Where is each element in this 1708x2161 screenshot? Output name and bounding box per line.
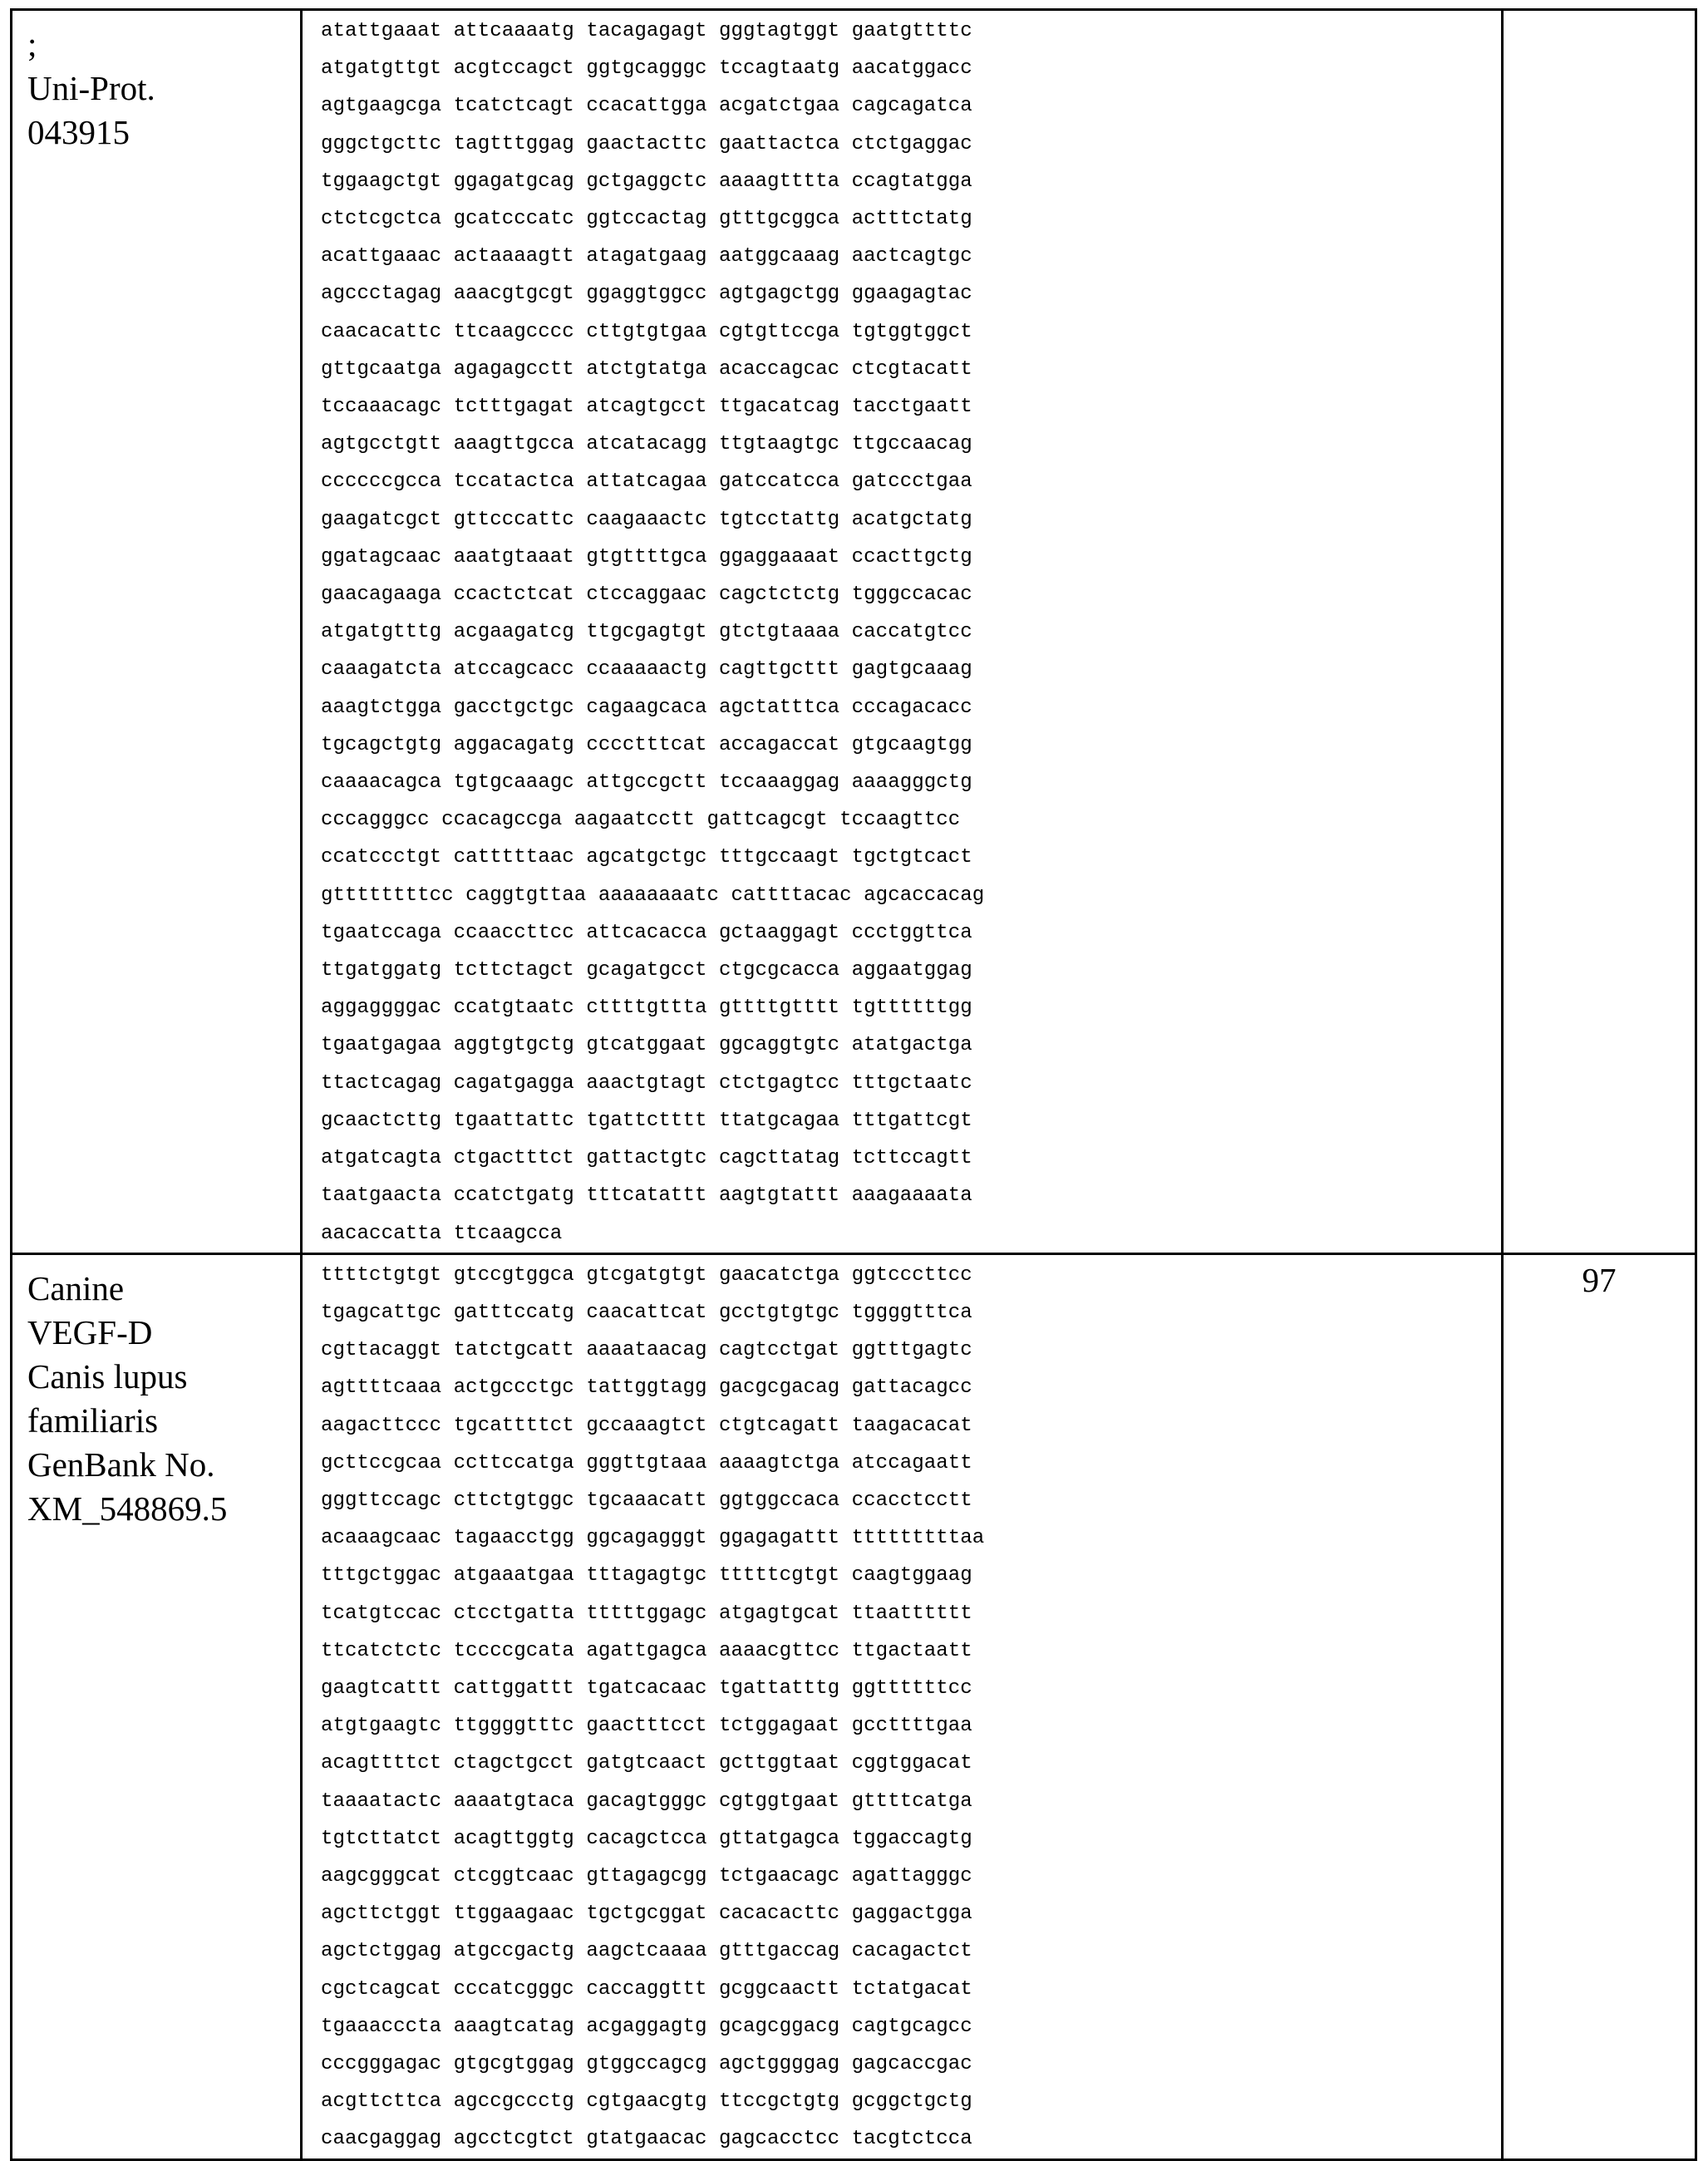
sequence-line: gaagtcattt cattggattt tgatcacaac tgattatttg ggttttttcc [321,1670,1501,1707]
sequence-line: caaaacagca tgtgcaaagc attgccgctt tccaaaggag aaaagggctg [321,764,1501,801]
sequence-line: tgtcttatct acagttggtg cacagctcca gttatgagca tggaccagtg [321,1820,1501,1858]
sequence-line: caaagatcta atccagcacc ccaaaaactg cagttgcttt gagtgcaaag [321,651,1501,688]
sequence-line: ttgatggatg tcttctagct gcagatgcct ctgcgcacca aggaatggag [321,952,1501,989]
sequence-line: aagcgggcat ctcggtcaac gttagagcgg tctgaacagc agattagggc [321,1858,1501,1895]
species-label-line: Canine [27,1267,292,1311]
sequence-line: tgaatccaga ccaaccttcc attcacacca gctaaggagt ccctggttca [321,914,1501,952]
sequence-line: agcttctggt ttggaagaac tgctgcggat cacacacttc gaggactgga [321,1895,1501,1932]
species-label-line: XM_548869.5 [27,1487,292,1531]
sequence-table [10,8,1697,2161]
sequence-line: aagacttccc tgcattttct gccaaagtct ctgtcagatt taagacacat [321,1407,1501,1445]
sequence-line: cccgggagac gtgcgtggag gtggccagcg agctggggag gagcaccgac [321,2045,1501,2083]
sequence-line: atgatgttgt acgtccagct ggtgcagggc tccagtaatg aacatggacc [321,50,1501,87]
sequence-line: tggaagctgt ggagatgcag gctgaggctc aaaagtttta ccagtatgga [321,163,1501,200]
sequence-line: gttttttttcc caggtgttaa aaaaaaaatc cattttacac agcaccacag [321,877,1501,914]
sequence-line: tttgctggac atgaaatgaa tttagagtgc tttttcgtgt caagtggaag [321,1557,1501,1594]
sequence-line: acattgaaac actaaaagtt atagatgaag aatggcaaag aactcagtgc [321,238,1501,275]
sequence-line: taaaatactc aaaatgtaca gacagtgggc cgtggtgaat gttttcatga [321,1783,1501,1820]
species-cell [12,1253,302,2159]
sequence-line: gcttccgcaa ccttccatga gggttgtaaa aaaagtctga atccagaatt [321,1445,1501,1482]
sequence-line: atgatgtttg acgaagatcg ttgcgagtgt gtctgtaaaa caccatgtcc [321,613,1501,651]
sequence-line: gttgcaatga agagagcctt atctgtatga acaccagcac ctcgtacatt [321,351,1501,388]
sequence-line: tcatgtccac ctcctgatta tttttggagc atgagtgcat ttaatttttt [321,1595,1501,1632]
identity-cell [1503,10,1696,1254]
sequence-line: gggttccagc cttctgtggc tgcaaacatt ggtggccaca ccacctcctt [321,1482,1501,1519]
sequence-line: ctctcgctca gcatcccatc ggtccactag gtttgcggca actttctatg [321,200,1501,238]
sequence-line: gaacagaaga ccactctcat ctccaggaac cagctctctg tgggccacac [321,576,1501,613]
sequence-cell [302,1253,1503,2159]
sequence-line: agtgaagcga tcatctcagt ccacattgga acgatctgaa cagcagatca [321,87,1501,125]
sequence-line: taatgaacta ccatctgatg tttcatattt aagtgtattt aaagaaaata [321,1177,1501,1214]
sequence-line: ccccccgcca tccatactca attatcagaa gatccatcca gatccctgaa [321,463,1501,500]
sequence-line: acgttcttca agccgccctg cgtgaacgtg ttccgctgtg gcggctgctg [321,2083,1501,2120]
sequence-line: aacaccatta ttcaagcca [321,1215,1501,1253]
sequence-line: cgctcagcat cccatcgggc caccaggttt gcggcaactt tctatgacat [321,1971,1501,2008]
sequence-line: tgcagctgtg aggacagatg cccctttcat accagaccat gtgcaagtgg [321,726,1501,764]
table-row [12,1253,1696,2159]
species-label-line: 043915 [27,111,292,155]
sequence-line: caacacattc ttcaagcccc cttgtgtgaa cgtgttccga tgtggtggct [321,313,1501,351]
sequence-line: tccaaacagc tctttgagat atcagtgcct ttgacatcag tacctgaatt [321,388,1501,426]
species-label-line: ; [27,22,292,66]
sequence-line: gcaactcttg tgaattattc tgattctttt ttatgcagaa tttgattcgt [321,1102,1501,1140]
sequence-line: tgagcattgc gatttccatg caacattcat gcctgtgtgc tggggtttca [321,1294,1501,1332]
sequence-line: cgttacaggt tatctgcatt aaaataacag cagtcctgat ggtttgagtc [321,1332,1501,1369]
sequence-line: ggatagcaac aaatgtaaat gtgttttgca ggaggaaaat ccacttgctg [321,539,1501,576]
species-label-line: Uni-Prot. [27,66,292,111]
table-row [12,10,1696,1254]
sequence-line: cccagggcc ccacagccga aagaatcctt gattcagcgt tccaagttcc [321,801,1501,839]
sequence-line: acaaagcaac tagaacctgg ggcagagggt ggagagattt tttttttttaa [321,1519,1501,1557]
sequence-cell [302,10,1503,1254]
sequence-line: ttcatctctc tccccgcata agattgagca aaaacgttcc ttgactaatt [321,1632,1501,1670]
sequence-line: ttactcagag cagatgagga aaactgtagt ctctgagtcc tttgctaatc [321,1065,1501,1102]
sequence-line: agttttcaaa actgccctgc tattggtagg gacgcgacag gattacagcc [321,1369,1501,1406]
species-label-line: Canis lupus [27,1355,292,1399]
sequence-line: agccctagag aaacgtgcgt ggaggtggcc agtgagctgg ggaagagtac [321,275,1501,313]
species-label-line: VEGF-D [27,1311,292,1355]
species-label-line: GenBank No. [27,1443,292,1487]
sequence-line: tgaaacccta aaagtcatag acgaggagtg gcagcggacg cagtgcagcc [321,2008,1501,2045]
identity-cell: 97 [1503,1253,1696,2159]
sequence-line: agtgcctgtt aaagttgcca atcatacagg ttgtaagtgc ttgccaacag [321,426,1501,463]
sequence-line: agctctggag atgccgactg aagctcaaaa gtttgaccag cacagactct [321,1932,1501,1970]
sequence-line: gggctgcttc tagtttggag gaactacttc gaattactca ctctgaggac [321,126,1501,163]
sequence-line: ccatccctgt catttttaac agcatgctgc tttgccaagt tgctgtcact [321,839,1501,876]
species-cell [12,10,302,1254]
sequence-line: aaagtctgga gacctgctgc cagaagcaca agctatttca cccagacacc [321,689,1501,726]
sequence-line: caacgaggag agcctcgtct gtatgaacac gagcacctcc tacgtctcca [321,2120,1501,2158]
sequence-line: atgatcagta ctgactttct gattactgtc cagcttatag tcttccagtt [321,1140,1501,1177]
sequence-line: atgtgaagtc ttggggtttc gaactttcct tctggagaat gccttttgaa [321,1707,1501,1745]
sequence-line: atattgaaat attcaaaatg tacagagagt gggtagtggt gaatgttttc [321,12,1501,50]
sequence-line: acagttttct ctagctgcct gatgtcaact gcttggtaat cggtggacat [321,1745,1501,1782]
sequence-line: ttttctgtgt gtccgtggca gtcgatgtgt gaacatctga ggtcccttcc [321,1257,1501,1294]
sequence-line: tgaatgagaa aggtgtgctg gtcatggaat ggcaggtgtc atatgactga [321,1026,1501,1064]
sequence-line: aggaggggac ccatgtaatc cttttgttta gttttgtttt tgttttttgg [321,989,1501,1026]
sequence-line: gaagatcgct gttcccattc caagaaactc tgtcctattg acatgctatg [321,501,1501,539]
species-label-line: familiaris [27,1399,292,1443]
